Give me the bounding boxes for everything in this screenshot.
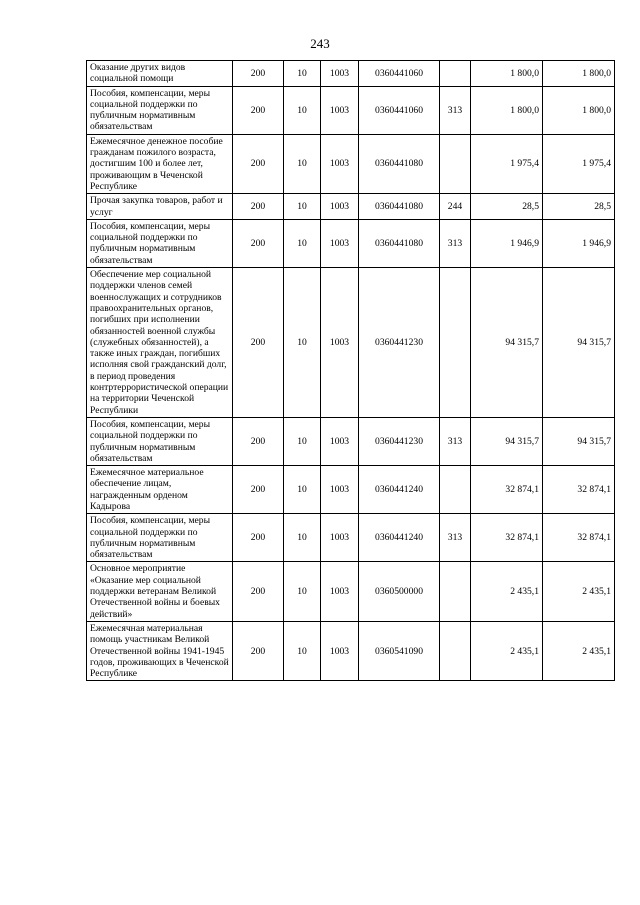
cell-sum-2: 2 435,1 xyxy=(543,621,615,680)
cell-rz: 10 xyxy=(284,562,321,621)
cell-name: Ежемесячное материальное обеспечение лицам, награжденным орденом Кадырова xyxy=(87,466,233,514)
table-row xyxy=(87,268,615,418)
cell-rz: 10 xyxy=(284,621,321,680)
cell-csr: 0360441060 xyxy=(359,61,440,87)
cell-name: Пособия, компенсации, меры социальной поддержки по публичным нормативным обязательствам xyxy=(87,417,233,465)
cell-csr: 0360541090 xyxy=(359,621,440,680)
cell-name: Ежемесячная материальная помощь участникам Великой Отечественной войны 1941-1945 годов, проживающих в Чеченской Республике xyxy=(87,621,233,680)
cell-sum-1: 2 435,1 xyxy=(471,621,543,680)
cell-sum-1: 1 800,0 xyxy=(471,61,543,87)
cell-pr: 1003 xyxy=(321,621,359,680)
cell-vr xyxy=(440,466,471,514)
cell-rz: 10 xyxy=(284,466,321,514)
cell-sum-2: 32 874,1 xyxy=(543,466,615,514)
cell-sum-1: 28,5 xyxy=(471,194,543,220)
cell-ved: 200 xyxy=(233,268,284,418)
cell-pr: 1003 xyxy=(321,562,359,621)
cell-sum-1: 1 946,9 xyxy=(471,219,543,267)
cell-vr xyxy=(440,562,471,621)
cell-rz: 10 xyxy=(284,194,321,220)
cell-pr: 1003 xyxy=(321,86,359,134)
cell-csr: 0360441080 xyxy=(359,219,440,267)
table-row xyxy=(87,134,615,193)
cell-ved: 200 xyxy=(233,86,284,134)
cell-vr: 313 xyxy=(440,514,471,562)
cell-rz: 10 xyxy=(284,86,321,134)
cell-rz: 10 xyxy=(284,219,321,267)
cell-vr: 313 xyxy=(440,417,471,465)
cell-name: Прочая закупка товаров, работ и услуг xyxy=(87,194,233,220)
cell-ved: 200 xyxy=(233,466,284,514)
page-number: 243 xyxy=(310,36,330,51)
cell-sum-1: 32 874,1 xyxy=(471,466,543,514)
cell-rz: 10 xyxy=(284,134,321,193)
cell-ved: 200 xyxy=(233,621,284,680)
cell-csr: 0360441080 xyxy=(359,194,440,220)
table-row xyxy=(87,194,615,220)
table-row xyxy=(87,562,615,621)
cell-name: Основное мероприятие «Оказание мер социальной поддержки ветеранам Великой Отечественной войны и боевых действий» xyxy=(87,562,233,621)
cell-pr: 1003 xyxy=(321,466,359,514)
cell-sum-1: 94 315,7 xyxy=(471,268,543,418)
cell-vr xyxy=(440,61,471,87)
table-row xyxy=(87,61,615,87)
table-row xyxy=(87,466,615,514)
cell-ved: 200 xyxy=(233,219,284,267)
cell-pr: 1003 xyxy=(321,417,359,465)
cell-csr: 0360441240 xyxy=(359,466,440,514)
table-row xyxy=(87,417,615,465)
cell-sum-2: 1 800,0 xyxy=(543,61,615,87)
cell-pr: 1003 xyxy=(321,194,359,220)
cell-sum-2: 1 975,4 xyxy=(543,134,615,193)
cell-csr: 0360441230 xyxy=(359,417,440,465)
cell-rz: 10 xyxy=(284,61,321,87)
cell-csr: 0360500000 xyxy=(359,562,440,621)
cell-vr: 313 xyxy=(440,86,471,134)
cell-sum-2: 1 946,9 xyxy=(543,219,615,267)
cell-sum-1: 94 315,7 xyxy=(471,417,543,465)
cell-sum-2: 94 315,7 xyxy=(543,417,615,465)
cell-pr: 1003 xyxy=(321,219,359,267)
cell-csr: 0360441230 xyxy=(359,268,440,418)
cell-sum-2: 1 800,0 xyxy=(543,86,615,134)
cell-sum-2: 2 435,1 xyxy=(543,562,615,621)
cell-name: Обеспечение мер социальной поддержки членов семей военнослужащих и сотрудников правоохранительных органов, погибших при исполнении обязанностей военной службы (служебных обязанностей), а также иных граждан, погибших исполняя свой гражданский долг, в период проведения контртеррористической операции на территории Чеченской Республики xyxy=(87,268,233,418)
cell-sum-1: 1 975,4 xyxy=(471,134,543,193)
cell-csr: 0360441240 xyxy=(359,514,440,562)
cell-csr: 0360441080 xyxy=(359,134,440,193)
cell-pr: 1003 xyxy=(321,134,359,193)
cell-pr: 1003 xyxy=(321,268,359,418)
cell-ved: 200 xyxy=(233,194,284,220)
cell-rz: 10 xyxy=(284,514,321,562)
cell-name: Пособия, компенсации, меры социальной поддержки по публичным нормативным обязательствам xyxy=(87,86,233,134)
cell-sum-2: 28,5 xyxy=(543,194,615,220)
cell-name: Пособия, компенсации, меры социальной поддержки по публичным нормативным обязательствам xyxy=(87,514,233,562)
cell-vr xyxy=(440,621,471,680)
cell-vr xyxy=(440,134,471,193)
cell-sum-2: 32 874,1 xyxy=(543,514,615,562)
cell-sum-1: 2 435,1 xyxy=(471,562,543,621)
cell-ved: 200 xyxy=(233,417,284,465)
table-row xyxy=(87,514,615,562)
cell-ved: 200 xyxy=(233,61,284,87)
cell-name: Ежемесячное денежное пособие гражданам пожилого возраста, достигшим 100 и более лет, проживающим в Чеченской Республике xyxy=(87,134,233,193)
cell-pr: 1003 xyxy=(321,61,359,87)
cell-ved: 200 xyxy=(233,514,284,562)
table-row xyxy=(87,219,615,267)
cell-rz: 10 xyxy=(284,268,321,418)
cell-ved: 200 xyxy=(233,562,284,621)
cell-ved: 200 xyxy=(233,134,284,193)
cell-sum-1: 32 874,1 xyxy=(471,514,543,562)
budget-table xyxy=(86,60,615,681)
cell-vr xyxy=(440,268,471,418)
cell-sum-2: 94 315,7 xyxy=(543,268,615,418)
table-body xyxy=(87,61,615,681)
cell-rz: 10 xyxy=(284,417,321,465)
cell-pr: 1003 xyxy=(321,514,359,562)
cell-name: Оказание других видов социальной помощи xyxy=(87,61,233,87)
cell-vr: 244 xyxy=(440,194,471,220)
cell-csr: 0360441060 xyxy=(359,86,440,134)
cell-vr: 313 xyxy=(440,219,471,267)
table-row xyxy=(87,86,615,134)
cell-name: Пособия, компенсации, меры социальной поддержки по публичным нормативным обязательствам xyxy=(87,219,233,267)
cell-sum-1: 1 800,0 xyxy=(471,86,543,134)
table-row xyxy=(87,621,615,680)
